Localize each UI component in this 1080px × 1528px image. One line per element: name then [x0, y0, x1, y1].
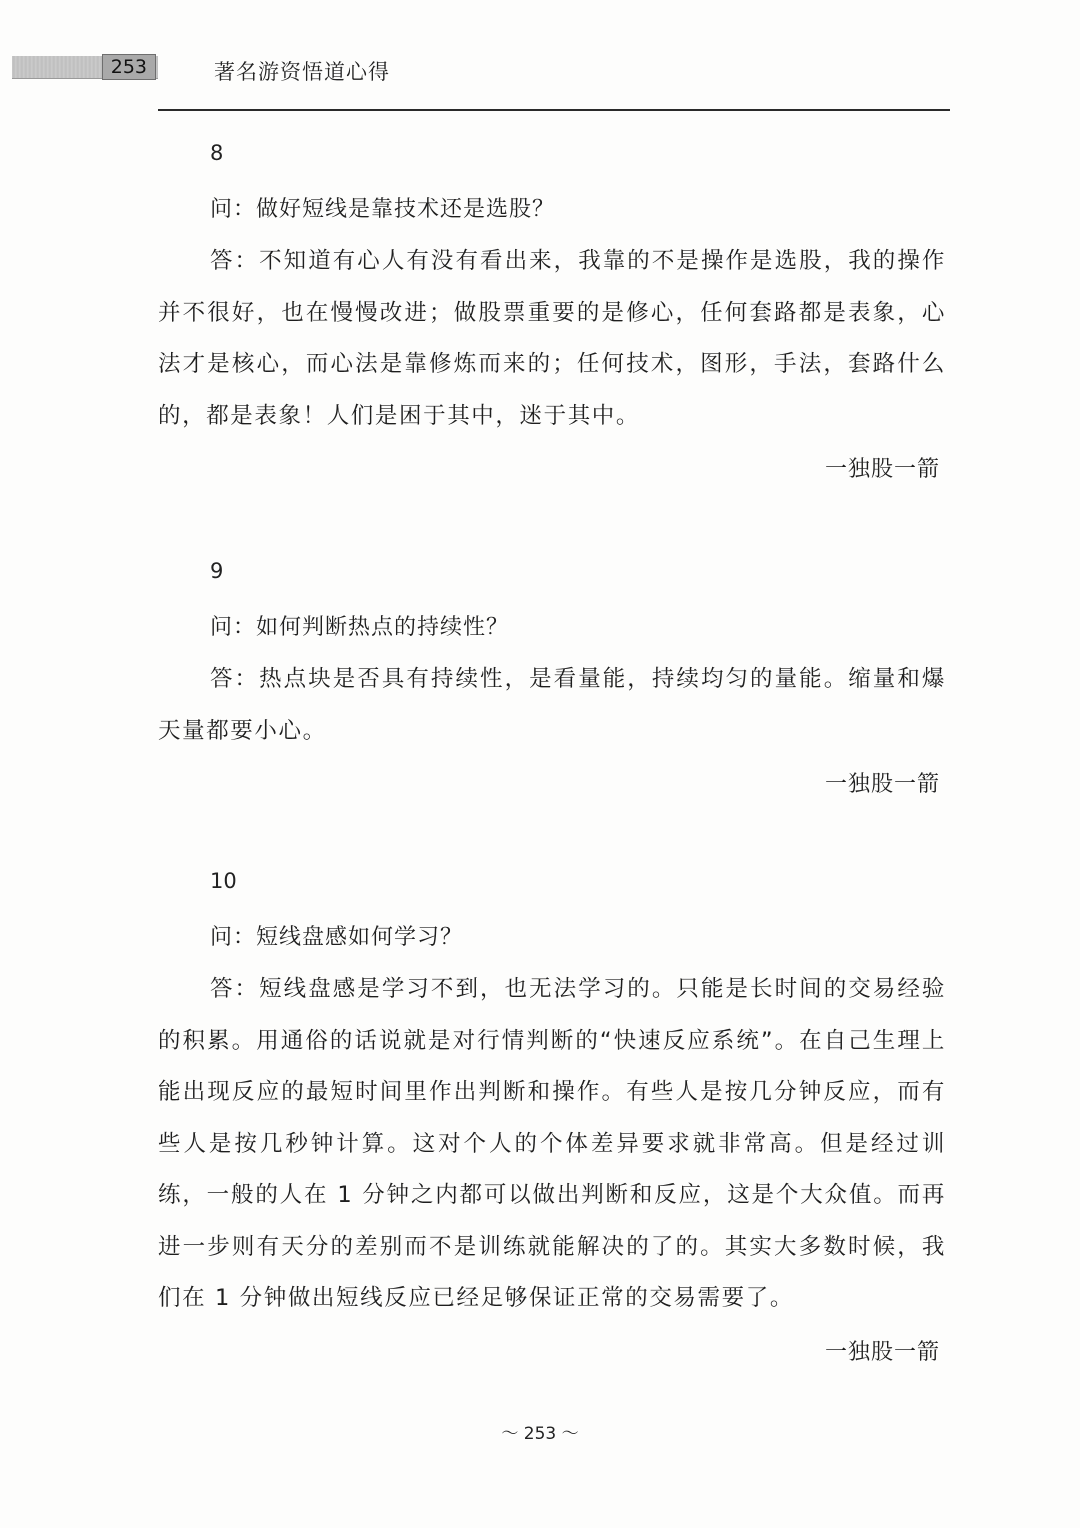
header-divider [158, 109, 950, 111]
qa-signature: 一独股一箭 [824, 772, 940, 797]
qa-answer: 答：热点块是否具有持续性，是看量能，持续均匀的量能。缩量和爆天量都要小心。 [158, 666, 946, 744]
qa-number: 8 [210, 141, 224, 165]
header-page-number: 253 [102, 54, 156, 80]
page-content [158, 140, 946, 1381]
qa-answer: 答：短线盘感是学习不到，也无法学习的。只能是长时间的交易经验的积累。用通俗的话说就是对行情判断的“快速反应系统”。在自己生理上能出现反应的最短时间里作出判断和操作。有些人是按几分钟反应，而有些人是按几秒钟计算。这对个人的个体差异要求就非常高。但是经过训练，一般的人在 1 分钟之内都可以做出判断和反应，这是个大众值。而再进一步则有天分的差别而不是训练就能解决的了的。其实大多数时候，我们在 1 分钟做出短线反应已经足够保证正常的交易需要了。 [158, 976, 946, 1311]
qa-signature: 一独股一箭 [824, 457, 940, 482]
qa-answer: 答：不知道有心人有没有看出来，我靠的不是操作是选股，我的操作并不很好，也在慢慢改进；做股票重要的是修心，任何套路都是表象，心法才是核心，而心法是靠修炼而来的；任何技术，图形，手法，套路什么的，都是表象！人们是困于其中，迷于其中。 [158, 248, 946, 429]
qa-signature: 一独股一箭 [824, 1339, 940, 1365]
qa-question: 问：如何判断热点的持续性？ [210, 615, 510, 640]
qa-block-10 [158, 868, 946, 1381]
qa-number: 10 [210, 869, 237, 893]
page-number-tab [12, 56, 158, 79]
qa-number: 9 [210, 559, 224, 583]
qa-question: 问：短线盘感如何学习？ [210, 925, 464, 950]
qa-block-8 [158, 140, 946, 558]
qa-question: 问：做好短线是靠技术还是选股？ [210, 197, 556, 222]
qa-block-9 [158, 558, 946, 868]
book-title: 著名游资悟道心得 [214, 60, 390, 84]
footer-page-number: ～ 253 ～ [501, 1424, 579, 1444]
